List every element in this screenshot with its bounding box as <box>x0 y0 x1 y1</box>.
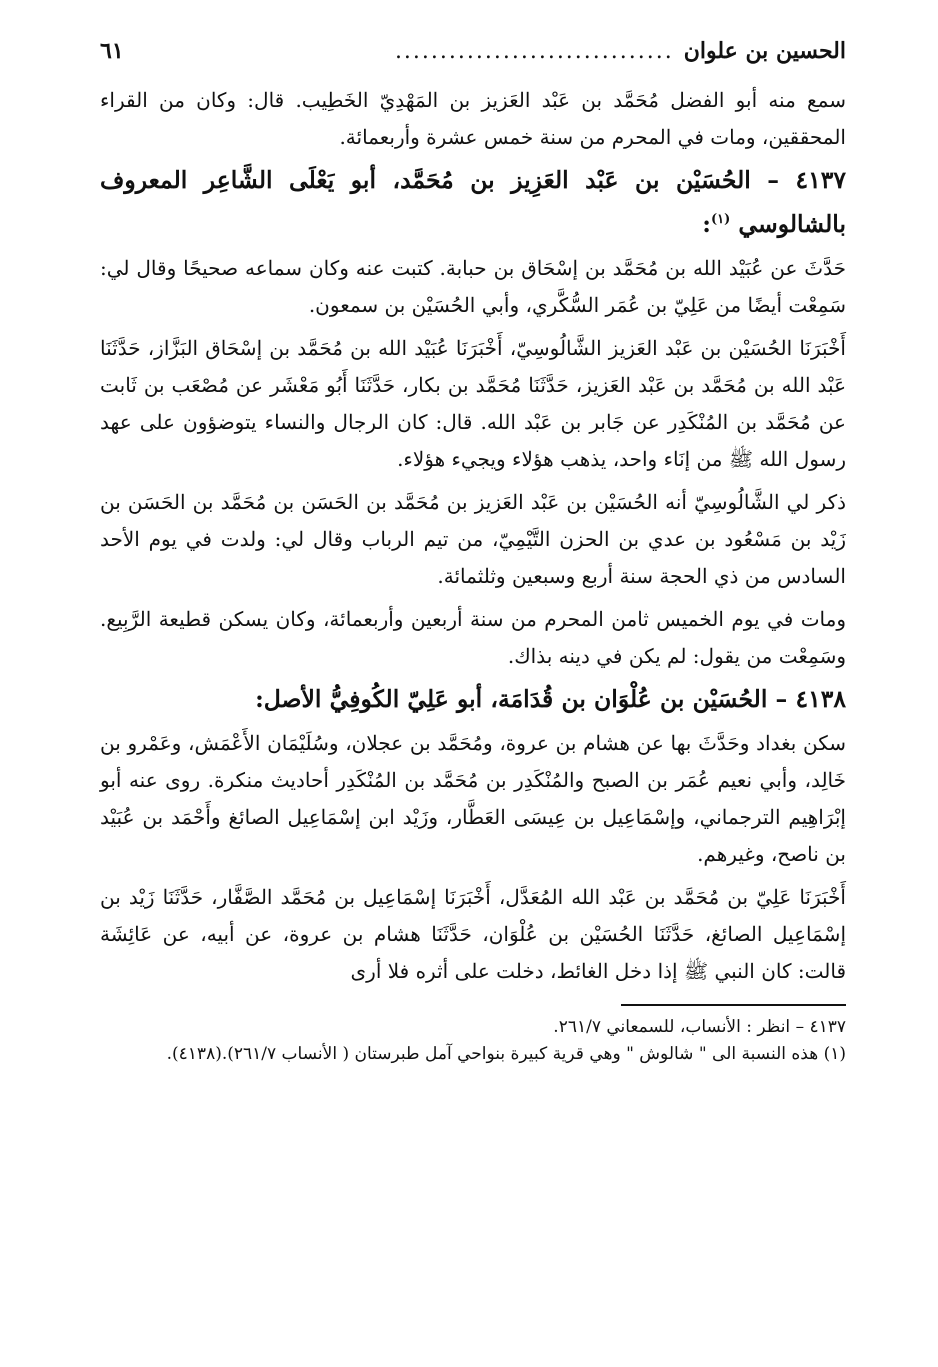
page-number: ٦١ <box>100 38 124 64</box>
paragraph-continuation: سمع منه أبو الفضل مُحَمَّد بن عَبْد العَزيز بن المَهْدِيّ الخَطِيب. قال: وكان من القراء المحققين، ومات في المحرم من سنة خمس عشرة وأربعمائة. <box>100 88 846 149</box>
paragraph: ومات في يوم الخميس ثامن المحرم من سنة أربعين وأربعمائة، وكان يسكن قطيعة الرَّبِيع. وسَمِعْت من يقول: لم يكن في دينه بذاك. <box>100 607 846 668</box>
paragraph: أَخْبَرَنَا عَلِيّ بن مُحَمَّد بن عَبْد الله المُعَدَّل، أَخْبَرَنَا إسْمَاعِيل بن مُحَمَّد الصَّفَّار، حَدَّثَنَا زَيْد بن إسْمَاعِيل الصائغ، حَدَّثَنَا الحُسَيْن بن عُلْوَان، حَدَّثَنَا هشام بن عروة، عن أبيه، عن عَائِشَة قالت: كان النبي ﷺ إذا دخل الغائط، دخلت على أثره فلا أرى <box>100 885 846 983</box>
document-page <box>100 38 846 1338</box>
paragraph: أَخْبَرَنَا الحُسَيْن بن عَبْد العَزيز الشَّالُوسِيّ، أَخْبَرَنَا عُبَيْد الله بن مُحَمَّد بن إسْحَاق البَزَّاز، حَدَّثَنَا عَبْد الله بن مُحَمَّد بن عَبْد العَزيز، حَدَّثَنَا مُحَمَّد بن بكار، حَدَّثَنَا أَبُو مَعْشَر عن مُصْعَب بن ثَابت عن مُحَمَّد بن المُنْكَدِر عن جَابر بن عَبْد الله. قال: كان الرجال والنساء يتوضؤون على عهد رسول الله ﷺ من إنَاء واحد، يذهب هؤلاء ويجيء هؤلاء. <box>100 336 846 471</box>
paragraph: ذكر لي الشَّالُوسِيّ أنه الحُسَيْن بن عَبْد العَزيز بن مُحَمَّد بن الحَسَن بن مُحَمَّد بن الحَسَن بن زَيْد بن مَسْعُود بن عدي بن الحزن التَّيْمِيّ، من تيم الرباب وقال لي: ولدت في يوم الأحد السادس من ذي الحجة سنة أربع وسبعين وثلثمائة. <box>100 490 846 588</box>
entry-heading-text: ٤١٣٧ – الحُسَيْن بن عَبْد العَزِيز بن مُحَمَّد، أبو يَعْلَى الشَّاعِر المعروف بالشالوسي <box>100 166 846 238</box>
footnotes <box>100 1014 846 1068</box>
running-title: الحسين بن علوان <box>683 38 846 64</box>
footnote: (١) هذه النسبة الى " شالوش " وهي قرية كبيرة بنواحي آمل طبرستان ( الأنساب ٢٦١/٧).(٤١٣٨). <box>166 1044 846 1064</box>
footnote-divider <box>621 1004 846 1006</box>
running-header <box>100 38 846 82</box>
paragraph: سكن بغداد وحَدَّثَ بها عن هشام بن عروة، ومُحَمَّد بن عجلان، وسُلَيْمَان الأَعْمَش، وعَمْرو بن خَالِد، وأبي نعيم عُمَر بن الصبح والمُنْكَدِر بن مُحَمَّد بن المُنْكَدِر أحاديث منكرة. روى عنه أبو إبْرَاهِيم الترجماني، وإسْمَاعِيل بن عِيسَى العَطَّار، وزَيْد ابن إسْمَاعِيل الصائغ وأَحْمَد بن عُبَيْد بن ناصح، وغيرهم. <box>100 731 846 866</box>
paragraph: حَدَّثَ عن عُبَيْد الله بن مُحَمَّد بن إسْحَاق بن حبابة. كتبت عنه وكان سماعه صحيحًا وقال لي: سَمِعْت أيضًا من عَلِيّ بن عُمَر السُّكَّري، وأبي الحُسَيْن بن سمعون. <box>100 256 846 317</box>
dot-leader: ............................... <box>394 39 674 64</box>
footnote-reference: (١) <box>710 212 731 228</box>
footnote: ٤١٣٧ – انظر : الأنساب، للسمعاني ٢٦١/٧. <box>553 1017 846 1037</box>
heading-colon: : <box>702 210 711 238</box>
entry-heading-4138: ٤١٣٨ – الحُسَيْن بن عُلْوَان بن قُدَامَة، أبو عَلِيّ الكُوفِيُّ الأصل: <box>255 685 846 713</box>
entry-heading-4137 <box>100 158 846 246</box>
